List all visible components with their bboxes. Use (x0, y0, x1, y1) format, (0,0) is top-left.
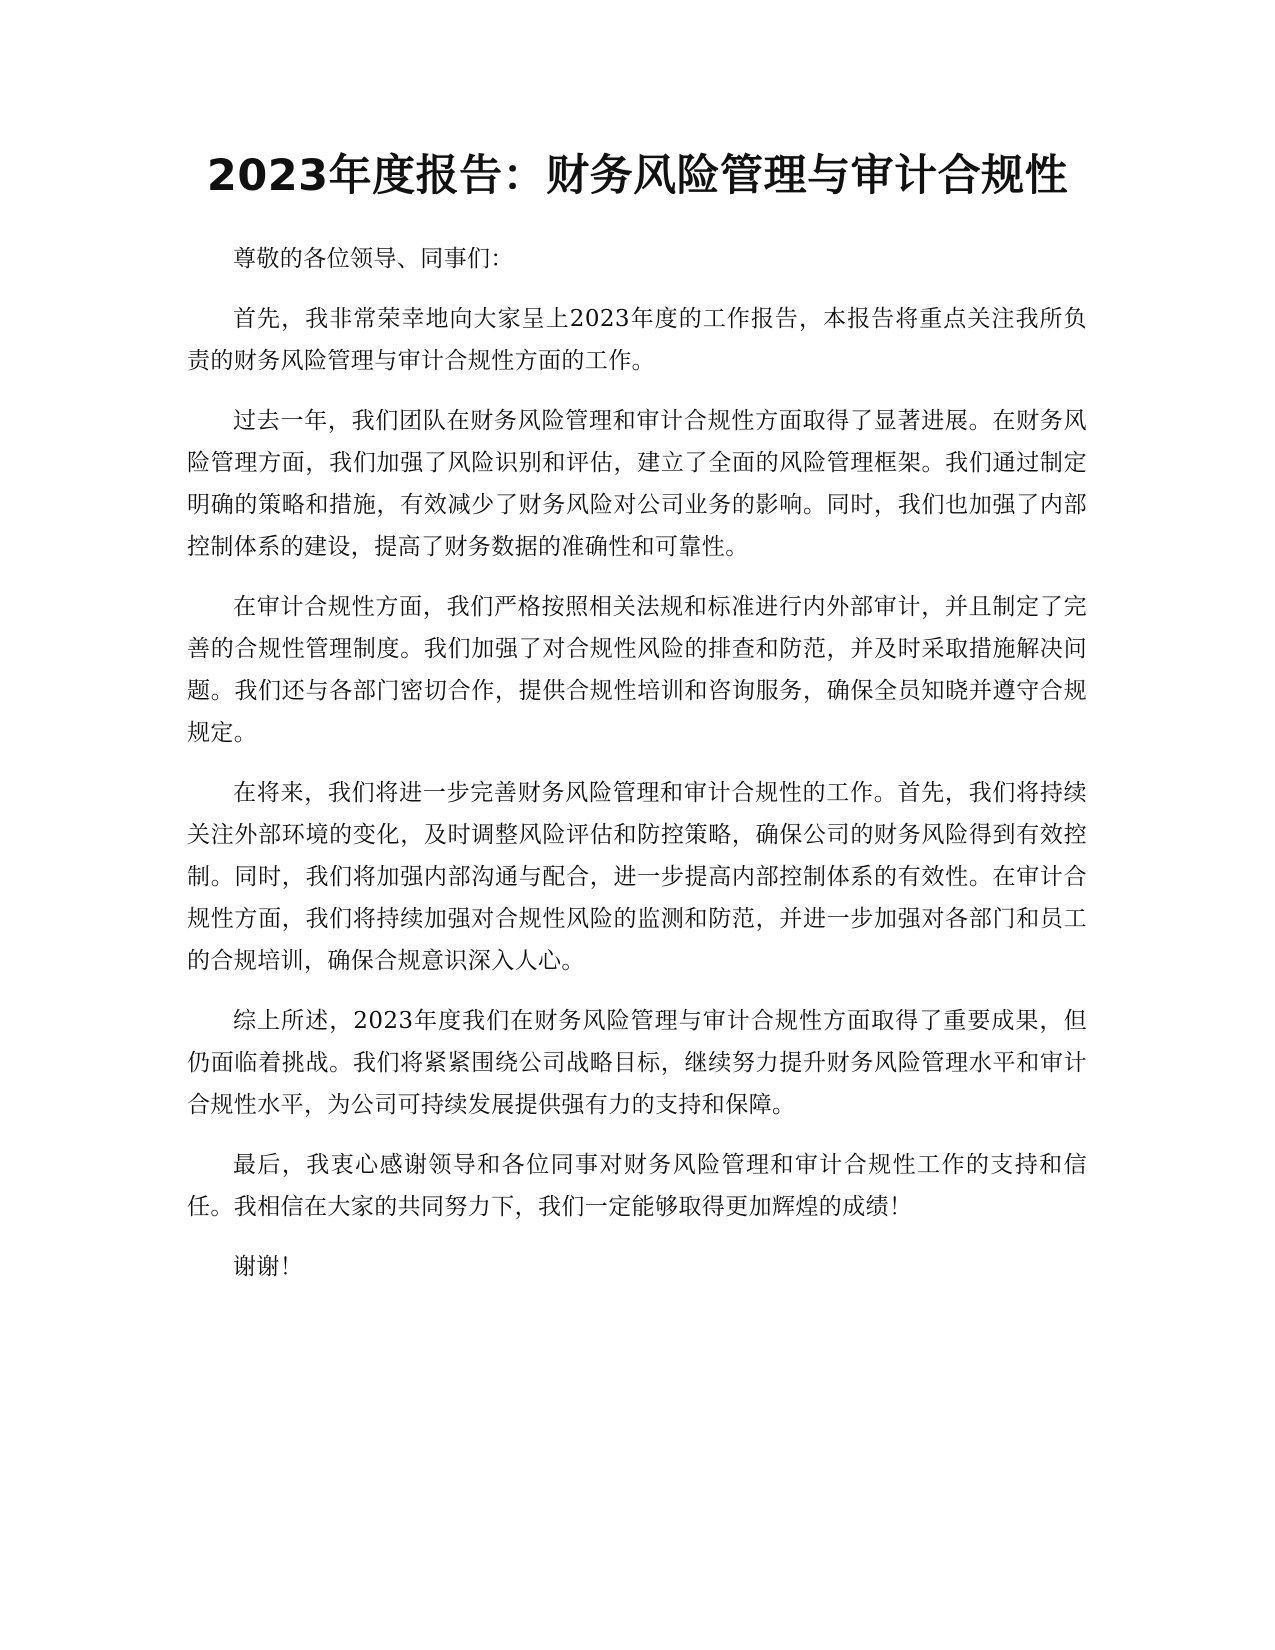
document-title: 2023年度报告：财务风险管理与审计合规性 (206, 151, 1069, 201)
paragraph-audit-compliance: 在审计合规性方面，我们严格按照相关法规和标准进行内外部审计，并且制定了完善的合规性管理制度。我们加强了对合规性风险的排查和防范，并及时采取措施解决问题。我们还与各部门密切合作，提供合规性培训和咨询服务，确保全员知晓并遵守合规规定。 (187, 594, 1087, 746)
paragraph-past-year-risk-management: 过去一年，我们团队在财务风险管理和审计合规性方面取得了显著进展。在财务风险管理方面，我们加强了风险识别和评估，建立了全面的风险管理框架。我们通过制定明确的策略和措施，有效减少了财务风险对公司业务的影响。同时，我们也加强了内部控制体系的建设，提高了财务数据的准确性和可靠性。 (187, 408, 1087, 560)
paragraph-thanks-colleagues: 最后，我衷心感谢领导和各位同事对财务风险管理和审计合规性工作的支持和信任。我相信在大家的共同努力下，我们一定能够取得更加辉煌的成绩！ (187, 1152, 1087, 1220)
paragraph-introduction: 首先，我非常荣幸地向大家呈上2023年度的工作报告，本报告将重点关注我所负责的财务风险管理与审计合规性方面的工作。 (187, 306, 1087, 374)
paragraph-future-plans: 在将来，我们将进一步完善财务风险管理和审计合规性的工作。首先，我们将持续关注外部环境的变化，及时调整风险评估和防控策略，确保公司的财务风险得到有效控制。同时，我们将加强内部沟通与配合，进一步提高内部控制体系的有效性。在审计合规性方面，我们将持续加强对合规性风险的监测和防范，并进一步加强对各部门和员工的合规培训，确保合规意识深入人心。 (187, 780, 1087, 974)
document-body (187, 238, 1087, 1306)
paragraph-summary: 综上所述，2023年度我们在财务风险管理与审计合规性方面取得了重要成果，但仍面临着挑战。我们将紧紧围绕公司战略目标，继续努力提升财务风险管理水平和审计合规性水平，为公司可持续发展提供强有力的支持和保障。 (187, 1008, 1087, 1118)
closing-thanks: 谢谢！ (233, 1254, 304, 1280)
salutation: 尊敬的各位领导、同事们： (233, 246, 514, 272)
